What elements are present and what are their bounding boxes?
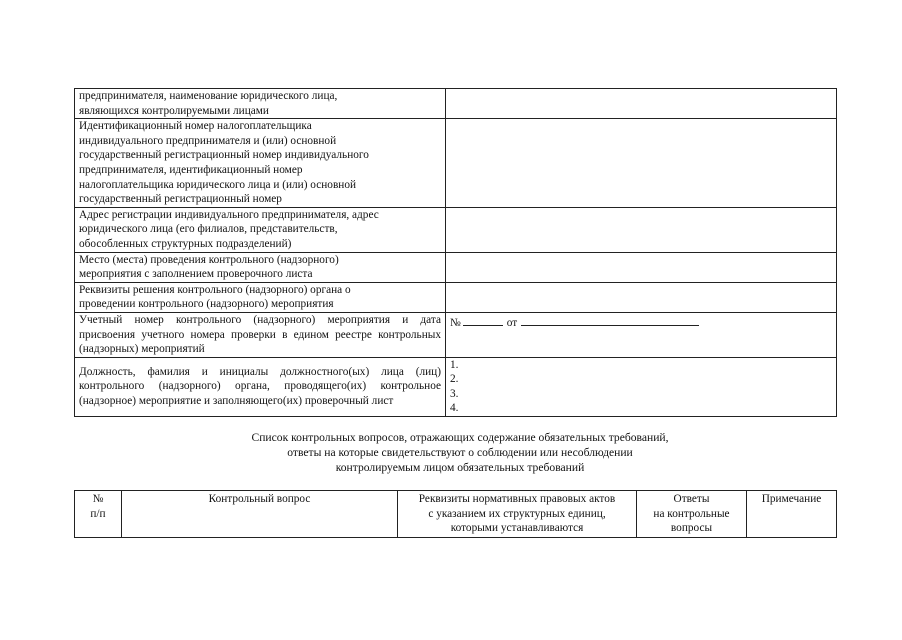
registration-address-value xyxy=(446,207,837,252)
list-item: 4. xyxy=(450,402,459,415)
number-sign: № xyxy=(450,316,461,329)
caption-line: ответы на которые свидетельствуют о соблюдении или несоблюдении xyxy=(287,446,633,459)
inn-ogrn-label: Идентификационный номер налогоплательщика индивидуального предпринимателя и (или) основной государственный регистрационный номер индивидуального предпринимателя, идентификационный номер налогоплательщика юридического лица и (или) основной государственный регистрационный номер xyxy=(75,119,446,208)
table-row xyxy=(75,357,837,416)
header-answers: Ответы на контрольные вопросы xyxy=(637,491,747,538)
inspection-place-label: Место (места) проведения контрольного (надзорного) мероприятия с заполнением проверочного листа xyxy=(75,252,446,282)
table-row xyxy=(75,119,837,208)
inspector-officials-label: Должность, фамилия и инициалы должностного(ых) лица (лиц) контрольного (надзорного) органа, проводящего(их) контрольное (надзорное) мероприятие и заполняющего(их) проверочный лист xyxy=(75,357,446,416)
officials-numbered-list xyxy=(450,358,832,416)
table-row xyxy=(75,252,837,282)
table-row xyxy=(75,207,837,252)
number-blank-line xyxy=(463,314,503,326)
inspector-officials-value xyxy=(446,357,837,416)
list-item: 2. xyxy=(450,373,459,386)
header-legal-acts: Реквизиты нормативных правовых актов с указанием их структурных единиц, которыми устанавливаются xyxy=(398,491,637,538)
entity-name-label: предпринимателя, наименование юридического лица, являющихся контролируемыми лицами xyxy=(75,89,446,119)
table-header-row xyxy=(75,491,837,538)
inn-ogrn-value xyxy=(446,119,837,208)
decision-details-label: Реквизиты решения контрольного (надзорного) органа о проведении контрольного (надзорного) мероприятия xyxy=(75,282,446,312)
date-blank-line xyxy=(521,314,699,326)
list-item: 1. xyxy=(450,358,459,371)
inspection-place-value xyxy=(446,252,837,282)
registration-address-label: Адрес регистрации индивидуального предпринимателя, адрес юридического лица (его филиалов, представительств, обособленных структурных подразделений) xyxy=(75,207,446,252)
section-caption xyxy=(160,430,760,475)
list-item: 3. xyxy=(450,387,459,400)
header-number: № п/п xyxy=(75,491,122,538)
caption-line: Список контрольных вопросов, отражающих содержание обязательных требований, xyxy=(251,431,669,444)
header-control-question: Контрольный вопрос xyxy=(122,491,398,538)
entity-name-value xyxy=(446,89,837,119)
registration-number-value xyxy=(446,312,837,357)
registration-number-label: Учетный номер контрольного (надзорного) мероприятия и дата присвоения учетного номера проверки в едином реестре контрольных (надзорных) мероприятий xyxy=(75,312,446,357)
controlled-entity-info-table xyxy=(74,88,837,417)
table-row xyxy=(75,282,837,312)
date-from-label: от xyxy=(506,316,518,329)
table-row xyxy=(75,312,837,357)
decision-details-value xyxy=(446,282,837,312)
header-note: Примечание xyxy=(747,491,837,538)
control-questions-table xyxy=(74,490,837,538)
table-row xyxy=(75,89,837,119)
caption-line: контролируемым лицом обязательных требований xyxy=(335,461,585,474)
